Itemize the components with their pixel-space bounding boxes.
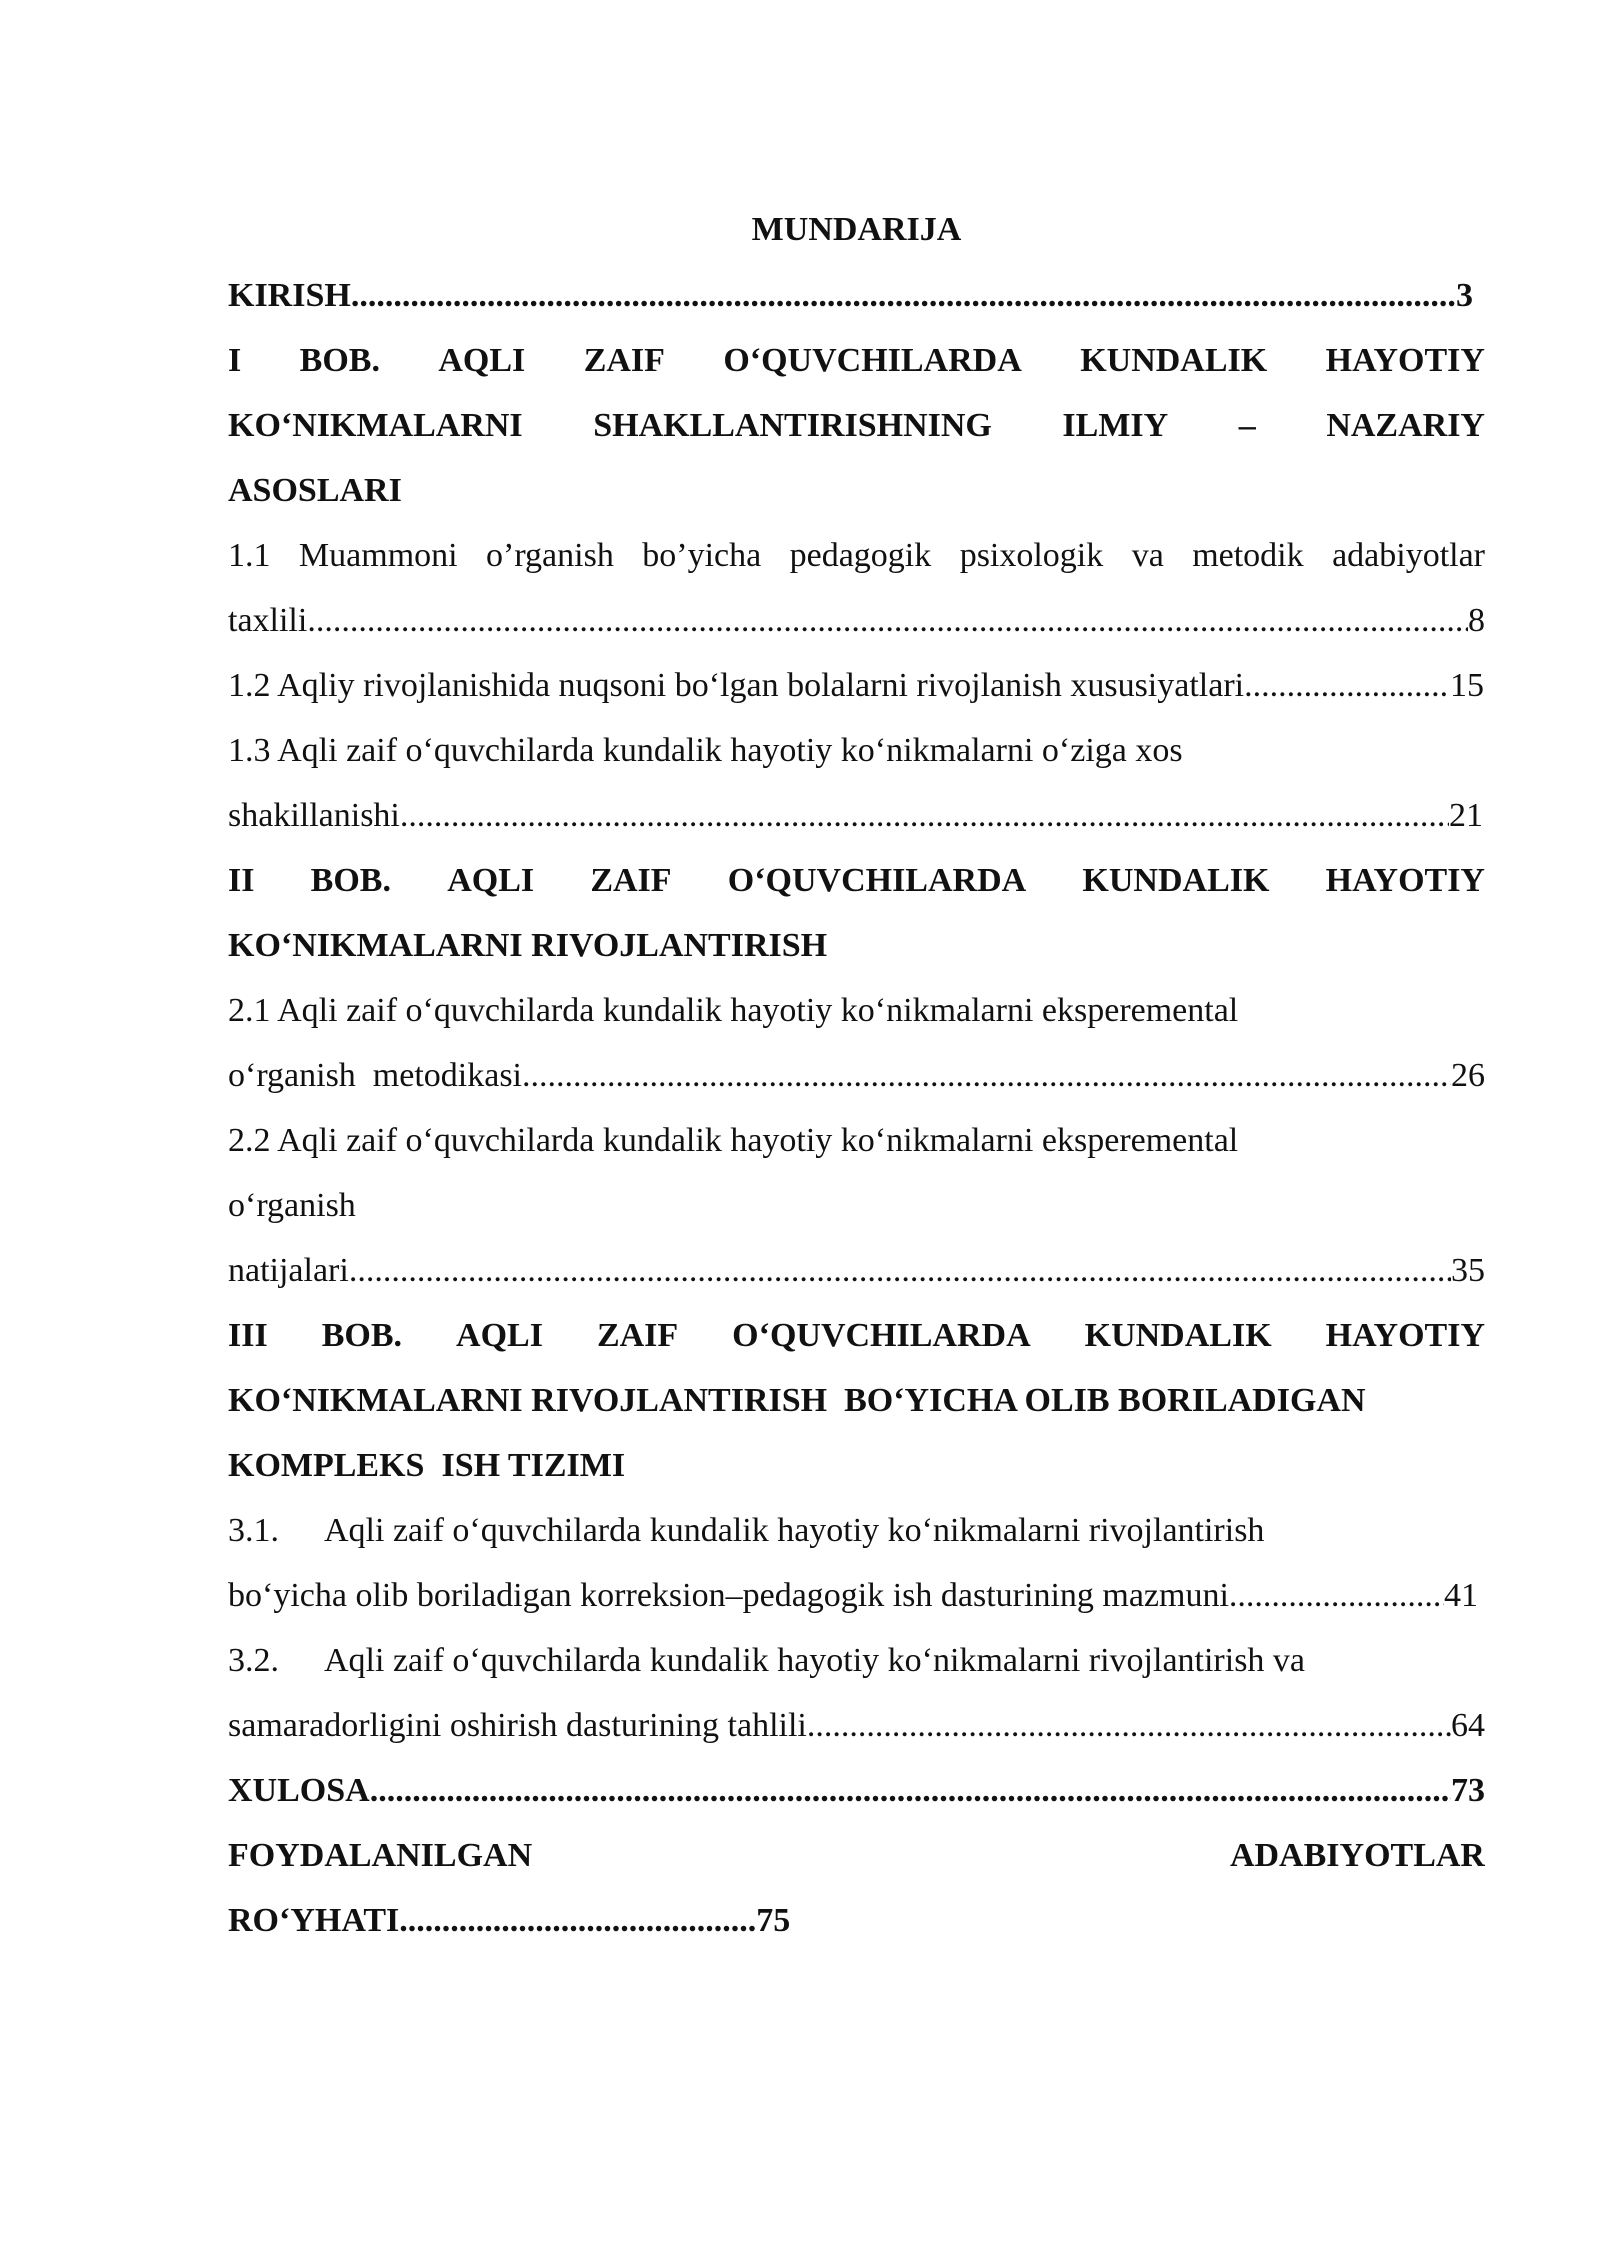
toc-label: ADABIYOTLAR: [1229, 1837, 1485, 1874]
word: AQLI: [456, 1317, 543, 1354]
word: SHAKLLANTIRISHNING: [593, 407, 992, 444]
toc-label: taxlili: [228, 602, 308, 639]
chapter-1-heading-line-2: [228, 396, 1485, 456]
toc-label: FOYDALANILGAN: [228, 1837, 533, 1874]
chapter-2-heading-line-2: KO‘NIKMALARNI RIVOJLANTIRISH: [228, 927, 828, 964]
word: ZAIF: [590, 862, 672, 899]
chapter-3-heading-line-3: KOMPLEKS ISH TIZIMI: [228, 1447, 626, 1484]
word: BOB.: [321, 1317, 403, 1354]
word: ZAIF: [596, 1317, 679, 1354]
toc-entry-xulosa: [228, 1761, 1485, 1821]
toc-label: samaradorligini oshirish dasturining tahlili: [228, 1707, 807, 1744]
toc-entry-1-1-line-2: [228, 591, 1485, 651]
word: BOB.: [299, 342, 380, 379]
chapter-1-heading-line-3: ASOSLARI: [228, 472, 402, 509]
word: II: [228, 862, 255, 899]
word: O‘QUVCHILARDA: [723, 342, 1022, 379]
dot-leader: [370, 1761, 1451, 1821]
toc-page-number: 41: [1444, 1577, 1478, 1614]
toc-entry-3-2-line-2: [228, 1696, 1485, 1756]
word: 1.1: [228, 537, 271, 574]
word: KUNDALIK: [1082, 862, 1270, 899]
toc-entry-1-3-line-2: [228, 786, 1483, 846]
toc-entry-1-3-line-1: 1.3 Aqli zaif o‘quvchilarda kundalik hayotiy ko‘nikmalarni o‘ziga xos: [228, 732, 1183, 769]
section-number: 3.1.: [228, 1512, 279, 1549]
toc-entry-2-2-line-2: o‘rganish: [228, 1187, 356, 1224]
dot-leader: [807, 1696, 1451, 1756]
word: NAZARIY: [1326, 407, 1485, 444]
word: Muammoni: [298, 537, 458, 574]
chapter-1-heading-line-1: [228, 331, 1485, 391]
toc-label: shakillanishi: [228, 797, 400, 834]
toc-entry-2-2-line-1: 2.2 Aqli zaif o‘quvchilarda kundalik hayotiy ko‘nikmalarni eksperemental: [228, 1122, 1239, 1159]
dot-leader: [349, 1241, 1451, 1301]
toc-label: natijalari: [228, 1252, 349, 1289]
dot-leader: [1244, 656, 1450, 716]
word: pedagogik: [789, 537, 932, 574]
toc-page-number: 64: [1451, 1707, 1485, 1744]
word: metodik: [1192, 537, 1304, 574]
toc-page-number: 75: [756, 1902, 791, 1939]
word: ZAIF: [583, 342, 665, 379]
word: psixologik: [959, 537, 1104, 574]
word: KO‘NIKMALARNI: [228, 407, 523, 444]
toc-entry-kirish: [228, 266, 1473, 326]
word: AQLI: [438, 342, 526, 379]
dot-leader: [351, 266, 1456, 326]
word: III: [228, 1317, 268, 1354]
word: KUNDALIK: [1080, 342, 1268, 379]
word: HAYOTIY: [1325, 862, 1485, 899]
toc-page-number: 3: [1456, 277, 1473, 314]
toc-label: bo‘yicha olib boriladigan korreksion–pedagogik ish dasturining mazmuni: [228, 1577, 1229, 1614]
dot-leader: [400, 786, 1449, 846]
word: adabiyotlar: [1332, 537, 1485, 574]
word: ILMIY: [1062, 407, 1169, 444]
toc-entry-3-2-line-1: [228, 1631, 1485, 1691]
toc-label: Aqli zaif o‘quvchilarda kundalik hayotiy ko‘nikmalarni rivojlantirish va: [324, 1642, 1306, 1679]
page-title: MUNDARIJA: [751, 211, 962, 248]
word: bo’yicha: [642, 537, 762, 574]
toc-page-number: 26: [1451, 1057, 1485, 1094]
toc-page-number: 15: [1450, 667, 1484, 704]
toc-entry-2-1-line-2: [228, 1046, 1485, 1106]
toc-label: o‘rganish metodikasi: [228, 1057, 522, 1094]
word: AQLI: [447, 862, 535, 899]
toc-page-number: 35: [1451, 1252, 1485, 1289]
word: va: [1131, 537, 1164, 574]
word: O‘QUVCHILARDA: [732, 1317, 1031, 1354]
toc-entry-2-1-line-1: 2.1 Aqli zaif o‘quvchilarda kundalik hayotiy ko‘nikmalarni eksperemental: [228, 992, 1239, 1029]
word: –: [1238, 407, 1256, 444]
toc-page-number: 8: [1468, 602, 1485, 639]
toc-label: Aqli zaif o‘quvchilarda kundalik hayotiy ko‘nikmalarni rivojlantirish: [324, 1512, 1265, 1549]
toc-entry-3-1-line-1: [228, 1501, 1485, 1561]
toc-entry-1-2: [228, 656, 1484, 716]
toc-entry-1-1-line-1: [228, 526, 1485, 586]
toc-label: 1.2 Aqliy rivojlanishida nuqsoni bo‘lgan bolalarni rivojlanish xususiyatlari: [228, 667, 1245, 704]
toc-page-number: 21: [1449, 797, 1483, 834]
word: HAYOTIY: [1325, 1317, 1485, 1354]
toc-label: XULOSA: [228, 1772, 370, 1809]
word: HAYOTIY: [1325, 342, 1485, 379]
word: O‘QUVCHILARDA: [727, 862, 1027, 899]
toc-label: RO‘YHATI: [228, 1902, 400, 1939]
toc-page-number: 73: [1451, 1772, 1485, 1809]
toc-label: KIRISH: [228, 277, 351, 314]
dot-leader: [1229, 1566, 1444, 1626]
word: I: [228, 342, 242, 379]
toc-entry-3-1-line-2: [228, 1566, 1478, 1626]
chapter-3-heading-line-1: [228, 1306, 1485, 1366]
chapter-2-heading-line-1: [228, 851, 1485, 911]
toc-entry-2-2-line-3: [228, 1241, 1485, 1301]
toc-entry-adabiyotlar-line-2: [228, 1891, 1485, 1951]
word: BOB.: [310, 862, 391, 899]
chapter-3-heading-line-2: KO‘NIKMALARNI RIVOJLANTIRISH BO‘YICHA OLIB BORILADIGAN: [228, 1382, 1366, 1419]
section-number: 3.2.: [228, 1642, 279, 1679]
dot-leader: ..........................................: [399, 1902, 757, 1939]
toc-entry-adabiyotlar-line-1: [228, 1826, 1485, 1886]
word: KUNDALIK: [1084, 1317, 1272, 1354]
dot-leader: [307, 591, 1468, 651]
dot-leader: [522, 1046, 1451, 1106]
word: o’rganish: [486, 537, 614, 574]
